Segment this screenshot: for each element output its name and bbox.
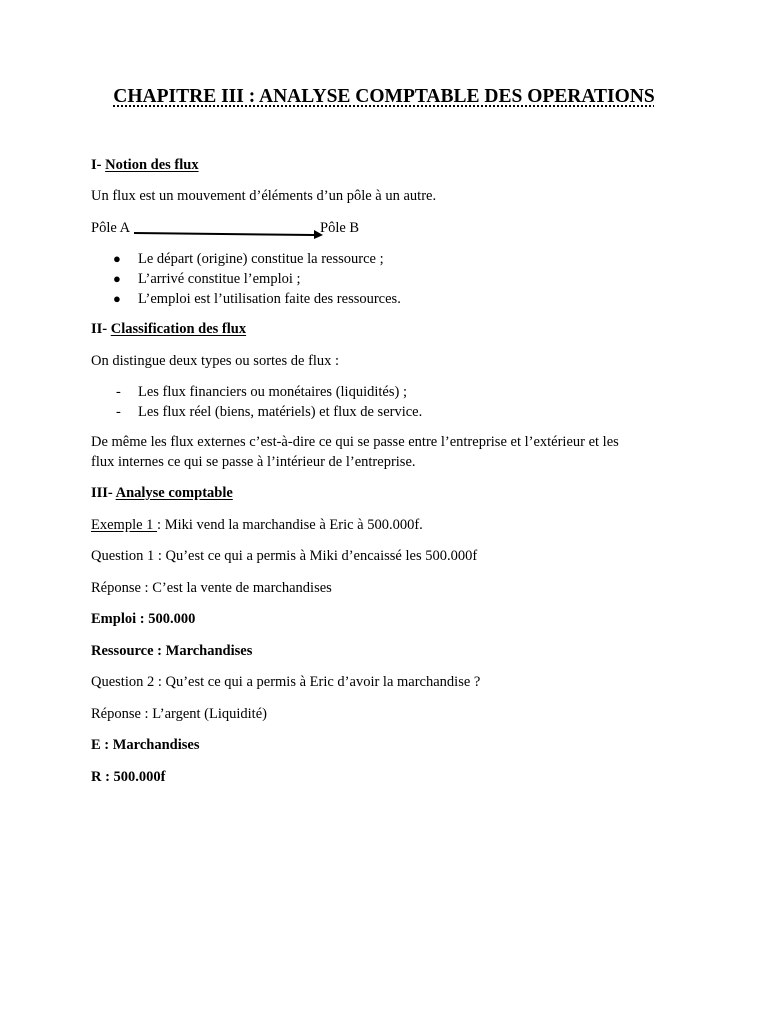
ressource-2: R : 500.000f xyxy=(91,769,166,785)
paragraph-line: flux internes ce qui se passe à l’intérieur de l’entreprise. xyxy=(91,454,416,470)
bullet-item: Le départ (origine) constitue la ressource ; xyxy=(138,251,384,267)
answer-2: Réponse : L’argent (Liquidité) xyxy=(91,706,267,722)
bullet-item: L’emploi est l’utilisation faite des ressources. xyxy=(138,291,401,307)
question-2: Question 2 : Qu’est ce qui a permis à Eric d’avoir la marchandise ? xyxy=(91,674,481,690)
section-2-number: II- xyxy=(91,321,111,337)
emploi-1: Emploi : 500.000 xyxy=(91,611,196,627)
dash-icon: - xyxy=(116,384,121,400)
section-2-heading xyxy=(91,320,246,338)
section-1-number: I- xyxy=(91,157,106,173)
dash-item: Les flux réel (biens, matériels) et flux de service. xyxy=(138,404,423,420)
flow-arrow-icon xyxy=(134,226,324,240)
dash-icon: - xyxy=(116,404,121,420)
section-2-intro: On distingue deux types ou sortes de flux : xyxy=(91,353,340,369)
chapter-title: CHAPITRE III : ANALYSE COMPTABLE DES OPERATIONS xyxy=(113,86,655,107)
ressource-1: Ressource : Marchandises xyxy=(91,643,253,659)
bullet-icon: ● xyxy=(113,291,121,306)
section-3-title: Analyse comptable xyxy=(115,485,233,501)
paragraph-line: De même les flux externes c’est-à-dire ce qui se passe entre l’entreprise et l’extérieur et les xyxy=(91,434,619,450)
section-3-number: III- xyxy=(91,485,116,501)
example-line xyxy=(91,516,423,534)
emploi-2: E : Marchandises xyxy=(91,737,200,753)
example-text: : Miki vend la marchandise à Eric à 500.000f. xyxy=(157,517,423,533)
section-1-title: Notion des flux xyxy=(105,157,199,173)
pole-b-label: Pôle B xyxy=(320,220,360,236)
example-label: Exemple 1 xyxy=(91,517,158,533)
bullet-icon: ● xyxy=(113,251,121,266)
dash-item: Les flux financiers ou monétaires (liquidités) ; xyxy=(138,384,407,400)
section-1-heading xyxy=(91,156,199,174)
answer-1: Réponse : C’est la vente de marchandises xyxy=(91,580,332,596)
question-1: Question 1 : Qu’est ce qui a permis à Miki d’encaissé les 500.000f xyxy=(91,548,478,564)
pole-a-label: Pôle A xyxy=(91,220,131,236)
section-1-intro: Un flux est un mouvement d’éléments d’un pôle à un autre. xyxy=(91,188,437,204)
section-3-heading xyxy=(91,484,233,502)
bullet-item: L’arrivé constitue l’emploi ; xyxy=(138,271,301,287)
section-2-title: Classification des flux xyxy=(110,321,247,337)
bullet-icon: ● xyxy=(113,271,121,286)
